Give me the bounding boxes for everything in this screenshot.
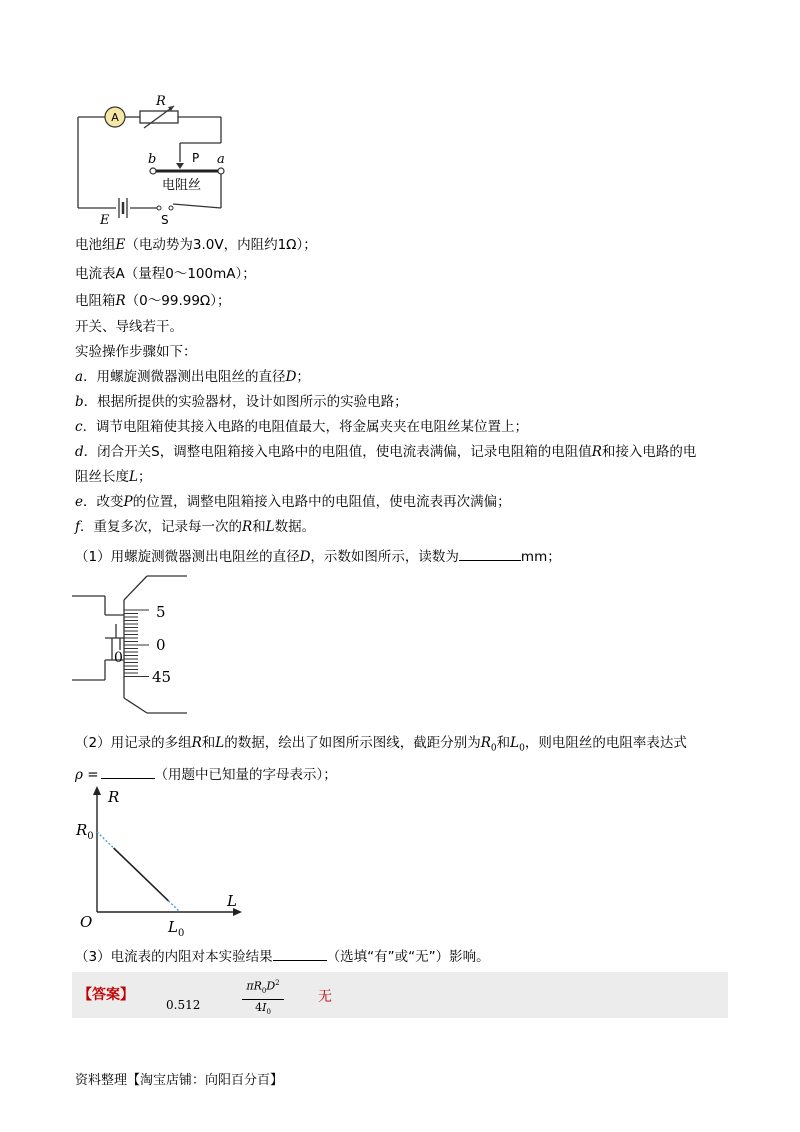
ammeter-label: A bbox=[111, 111, 119, 124]
equipment-ammeter: 电流表A（量程0～100mA）； bbox=[75, 266, 256, 282]
step-a: a．用螺旋测微器测出电阻丝的直径D； bbox=[75, 369, 310, 385]
y-axis-label: R bbox=[108, 788, 120, 806]
origin-label: O bbox=[80, 913, 93, 931]
question-2: （2）用记录的多组R和L的数据，绘出了如图所示图线，截距分别为$R_0$和$L_0$，则电阻丝的电阻率表达式 bbox=[75, 735, 687, 754]
l0-label: $L_0$ bbox=[168, 918, 185, 939]
thimble-mark-0: 0 bbox=[156, 636, 166, 654]
answer-diameter: 0.512 bbox=[166, 998, 201, 1012]
graph-dashed-segment-top bbox=[97, 832, 114, 848]
answer-influence: 无 bbox=[318, 989, 332, 1005]
wire-end-b-label: b bbox=[148, 152, 157, 167]
main-scale-zero: 0 bbox=[114, 650, 123, 666]
x-axis-label: L bbox=[227, 892, 237, 910]
answer-blank-3[interactable] bbox=[273, 946, 327, 961]
graph-dashed-segment-bottom bbox=[168, 901, 180, 912]
question-1: （1）用螺旋测微器测出电阻丝的直径D，示数如图所示，读数为 mm； bbox=[75, 546, 561, 567]
resistor-label: R bbox=[156, 94, 166, 109]
equipment-switch-wires: 开关、导线若干。 bbox=[75, 319, 183, 335]
answer-blank-1[interactable] bbox=[459, 546, 521, 561]
slider-p-label: P bbox=[192, 151, 200, 165]
steps-title: 实验操作步骤如下： bbox=[75, 344, 197, 360]
formula-denominator: $4I_0$ bbox=[255, 1000, 271, 1017]
step-b: b．根据所提供的实验器材，设计如图所示的实验电路； bbox=[75, 394, 408, 410]
question-2-continued: ρ = （用题中已知量的字母表示）； bbox=[75, 764, 337, 785]
thimble-mark-45: 45 bbox=[152, 668, 172, 686]
step-e: e．改变P的位置，调整电阻箱接入电路中的电阻值，使电流表再次满偏； bbox=[75, 494, 511, 510]
thimble-mark-5: 5 bbox=[156, 603, 166, 621]
step-c: c．调节电阻箱使其接入电路的电阻值最大，将金属夹夹在电阻丝某位置上； bbox=[75, 419, 529, 435]
resistance-wire-label: 电阻丝 bbox=[162, 178, 202, 193]
equipment-resistance-box: 电阻箱R（0～99.99Ω）； bbox=[75, 293, 231, 309]
switch-label: S bbox=[161, 213, 169, 225]
wire-end-a-label: a bbox=[217, 152, 225, 167]
answer-formula bbox=[238, 976, 288, 1019]
battery-label: E bbox=[100, 213, 110, 225]
answer-label: 【答案】 bbox=[78, 987, 134, 1003]
formula-numerator: $\pi R_0D^2$ bbox=[246, 979, 280, 995]
r0-label: $R_0$ bbox=[76, 821, 94, 842]
r-l-graph bbox=[72, 782, 252, 942]
step-d-continued: 阻丝长度L； bbox=[75, 469, 152, 485]
micrometer-diagram bbox=[72, 570, 202, 720]
graph-data-line bbox=[114, 848, 169, 901]
answer-bar bbox=[72, 972, 728, 1018]
footer-source: 资料整理【淘宝店铺：向阳百分百】 bbox=[75, 1073, 284, 1088]
step-d: d．闭合开关S，调整电阻箱接入电路中的电阻值，使电流表满偏，记录电阻箱的电阻值R和接入电路的电 bbox=[75, 444, 697, 460]
circuit-diagram bbox=[70, 90, 240, 225]
equipment-battery: 电池组E（电动势为3.0V，内阻约1Ω）； bbox=[75, 237, 317, 253]
step-f: f．重复多次，记录每一次的R和L数据。 bbox=[75, 519, 316, 535]
question-3: （3）电流表的内阻对本实验结果 （选填“有”或“无”）影响。 bbox=[75, 946, 490, 967]
answer-blank-2[interactable] bbox=[101, 764, 155, 779]
